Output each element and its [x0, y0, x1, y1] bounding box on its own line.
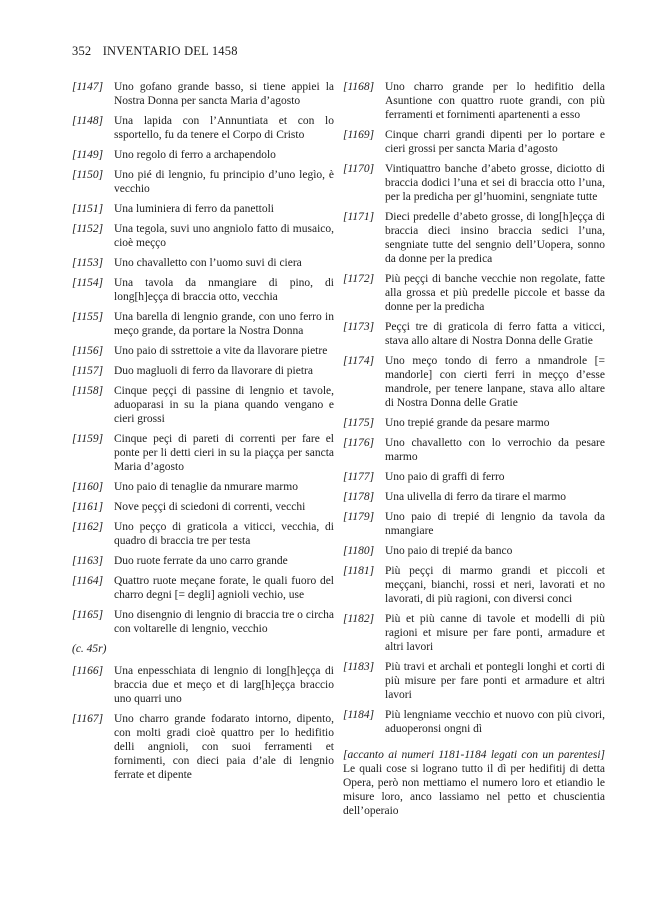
left-column [72, 80, 334, 788]
entry-number: [1177] [343, 471, 375, 483]
entry-text: Una enpesschiata di lengnio di long[h]eçça di braccia due et meço et di larg[h]eçça braccio uno quarri uno [114, 665, 334, 705]
note-bracket: [accanto ai numeri 1181-1184 legati con un parentesi] [343, 749, 605, 761]
entry-number: [1170] [343, 163, 375, 175]
entry-number: [1157] [72, 365, 104, 377]
entry-number: [1176] [343, 437, 375, 449]
entry-number: [1173] [343, 321, 375, 333]
entry-number: [1152] [72, 223, 104, 235]
entry-number: [1147] [72, 81, 104, 93]
inventory-entry [343, 272, 605, 314]
inventory-entry [343, 490, 605, 504]
entry-number: [1150] [72, 169, 104, 181]
inventory-entry [343, 564, 605, 606]
entry-number: [1162] [72, 521, 104, 533]
inventory-entry [343, 544, 605, 558]
inventory-entry [343, 354, 605, 410]
inventory-entry [343, 660, 605, 702]
inventory-entry [72, 364, 334, 378]
entry-number: [1159] [72, 433, 104, 445]
entry-text: Vintiquattro banche d’abeto grosse, diciotto di braccia dodici l’una et sei di braccia otto l’una, per la predicha per gl’huomini, sengniate tutte [385, 163, 605, 203]
entry-text: Uno paio di graffi di ferro [385, 471, 505, 483]
entry-text: Duo magluoli di ferro da llavorare di pietra [114, 365, 313, 377]
inventory-entry [72, 202, 334, 216]
entry-number: [1155] [72, 311, 104, 323]
entry-number: [1158] [72, 385, 104, 397]
inventory-entry [343, 612, 605, 654]
entry-text: Una ulivella di ferro da tirare el marmo [385, 491, 567, 503]
entry-text: Uno peçço di graticola a viticci, vecchia, di quadro di braccia tre per testa [114, 521, 334, 547]
entry-text: Uno paio di tenaglie da nmurare marmo [114, 481, 298, 493]
inventory-entry [72, 574, 334, 602]
entry-text: Uno chavalletto con l’uomo suvi di ciera [114, 257, 302, 269]
inventory-entry [72, 554, 334, 568]
note-text: Le quali cose si lograno tutto il dì per hedifitij di detta Opera, però non mettiamo el numero loro et etiandio le misure loro, anco lassiamo nel petto et chuscientia dell’operaio [343, 763, 605, 817]
entry-number: [1171] [343, 211, 375, 223]
entry-text: Uno chavalletto con lo verrochio da pesare marmo [385, 437, 605, 463]
entry-number: [1180] [343, 545, 375, 557]
inventory-entry [72, 344, 334, 358]
entry-text: Nove peççi di sciedoni di correnti, vecchi [114, 501, 306, 513]
inventory-entry [343, 708, 605, 736]
entry-text: Uno regolo di ferro a archapendolo [114, 149, 276, 161]
inventory-entry [343, 470, 605, 484]
entry-number: [1178] [343, 491, 375, 503]
inventory-entry [72, 480, 334, 494]
entry-number: [1161] [72, 501, 104, 513]
entry-text: Una luminiera di ferro da panettoli [114, 203, 274, 215]
entry-number: [1183] [343, 661, 375, 673]
entry-number: [1184] [343, 709, 375, 721]
entry-text: Uno gofano grande basso, si tiene appiei la Nostra Donna per sancta Maria d’agosto [114, 81, 334, 107]
entry-number: [1168] [343, 81, 375, 93]
entry-number: [1148] [72, 115, 104, 127]
inventory-entry [72, 222, 334, 250]
entry-number: [1169] [343, 129, 375, 141]
entry-text: Uno pié di lengnio, fu principio d’uno legìo, è vecchio [114, 169, 334, 195]
inventory-entry [72, 712, 334, 782]
entry-text: Una barella di lengnio grande, con uno ferro in meço grande, da portare la Nostra Donna [114, 311, 334, 337]
entry-text: Più travi et archali et pontegli longhi et corti di più misure per fare ponti et armadure et altri lavori [385, 661, 605, 701]
inventory-entry [343, 162, 605, 204]
inventory-entry [72, 276, 334, 304]
entry-number: [1164] [72, 575, 104, 587]
entry-number: [1151] [72, 203, 104, 215]
entry-number: [1166] [72, 665, 104, 677]
entry-number: [1172] [343, 273, 375, 285]
inventory-entry [72, 608, 334, 636]
inventory-entry [72, 432, 334, 474]
inventory-entry [72, 310, 334, 338]
entry-text: Uno paio di trepié da banco [385, 545, 513, 557]
folio-marker: (c. 45r) [72, 643, 107, 655]
inventory-entry [72, 520, 334, 548]
entry-text: Peççi tre di graticola di ferro fatta a viticci, stava allo altare di Nostra Donna delle Gratie [385, 321, 605, 347]
entry-number: [1165] [72, 609, 104, 621]
entry-number: [1153] [72, 257, 104, 269]
entry-number: [1182] [343, 613, 375, 625]
entry-text: Uno charro grande per lo hedifitio della Asuntione con quattro ruote grandi, con più ferramenti et fornimenti apartenenti a esso [385, 81, 605, 121]
inventory-entry [343, 436, 605, 464]
entry-number: [1154] [72, 277, 104, 289]
entry-number: [1163] [72, 555, 104, 567]
entry-text: Dieci predelle d’abeto grosse, di long[h]eçça di braccia dieci insino braccia sedici l’una, sengniate tutte del sengnio dell’Uopera, sonno da donne per la predica [385, 211, 605, 265]
entry-text: Una tavola da nmangiare di pino, di long[h]eçça di braccia otto, vecchia [114, 277, 334, 303]
entry-text: Più peççi di banche vecchie non regolate, fatte alla grossa et più predelle piccole et basse da donne per la predicha [385, 273, 605, 313]
entry-text: Cinque peççi di passine di lengnio et tavole, aduoparasi in su la piana quando vengano e cieri grossi [114, 385, 334, 425]
inventory-entry [72, 384, 334, 426]
right-column [343, 80, 605, 818]
left-entry-list [72, 80, 334, 636]
entry-text: Una lapida con l’Annuntiata et con lo ssportello, fu da tenere el Corpo di Cristo [114, 115, 334, 141]
entry-number: [1174] [343, 355, 375, 367]
entry-number: [1167] [72, 713, 104, 725]
inventory-entry [72, 664, 334, 706]
entry-text: Uno charro grande fodarato intorno, dipento, con molti gradi cioè quattro per lo hedifitio delli angnioli, con suoi ferramenti et fornimenti, con dieci paia d’ale di lengnio ferrate et dipente [114, 713, 334, 781]
inventory-entry [72, 114, 334, 142]
entry-text: Uno trepié grande da pesare marmo [385, 417, 550, 429]
entry-text: Una tegola, suvi uno angniolo fatto di musaico, cioè meçço [114, 223, 334, 249]
entry-text: Cinque peçi di pareti di correnti per fare el ponte per li detti cieri in su la piaçça per sancta Maria d’agosto [114, 433, 334, 473]
entry-text: Più lengniame vecchio et nuovo con più civori, aduoperonsi ongni dì [385, 709, 605, 735]
inventory-entry [72, 500, 334, 514]
entry-text: Cinque charri grandi dipenti per lo portare e cieri grossi per sancta Maria d’agosto [385, 129, 605, 155]
inventory-entry [343, 80, 605, 122]
page-number: 352 [72, 44, 92, 58]
inventory-entry [343, 416, 605, 430]
right-entry-list [343, 80, 605, 736]
editorial-note [343, 748, 605, 818]
entry-text: Uno paio di trepié di lengnio da tavola da nmangiare [385, 511, 605, 537]
entry-number: [1160] [72, 481, 104, 493]
entry-number: [1181] [343, 565, 375, 577]
inventory-entry [72, 256, 334, 270]
entry-text: Quattro ruote meçane forate, le quali fuoro del charro degni [= degli] agnioli vechio, use [114, 575, 334, 601]
inventory-entry [72, 168, 334, 196]
entry-number: [1179] [343, 511, 375, 523]
entry-text: Uno paio di sstrettoie a vite da llavorare pietre [114, 345, 328, 357]
inventory-entry [343, 510, 605, 538]
inventory-entry [343, 128, 605, 156]
entry-text: Più peççi di marmo grandi et piccoli et meççani, bianchi, rossi et neri, lavorati et no lavorati, di più ragioni, con diversi conci [385, 565, 605, 605]
inventory-entry [72, 148, 334, 162]
entry-number: [1156] [72, 345, 104, 357]
entry-text: Uno meço tondo di ferro a nmandrole [= mandorle] con cierti ferri in meçço d’esse mandrole, per tenere lanpane, stava allo altare di Nostra Donna delle Gratie [385, 355, 605, 409]
entry-number: [1175] [343, 417, 375, 429]
entry-text: Uno disengnio di lengnio di braccia tre o circha con voltarelle di lengnio, vecchio [114, 609, 334, 635]
entry-number: [1149] [72, 149, 104, 161]
running-header [72, 44, 238, 59]
entry-text: Duo ruote ferrate da uno carro grande [114, 555, 288, 567]
left-entry-list-after-folio [72, 664, 334, 782]
inventory-entry [72, 80, 334, 108]
running-title: INVENTARIO DEL 1458 [102, 44, 238, 58]
inventory-entry [343, 210, 605, 266]
inventory-entry [343, 320, 605, 348]
entry-text: Più et più canne di tavole et modelli di più ragioni et misure per fare ponti, armadure et altri lavori [385, 613, 605, 653]
